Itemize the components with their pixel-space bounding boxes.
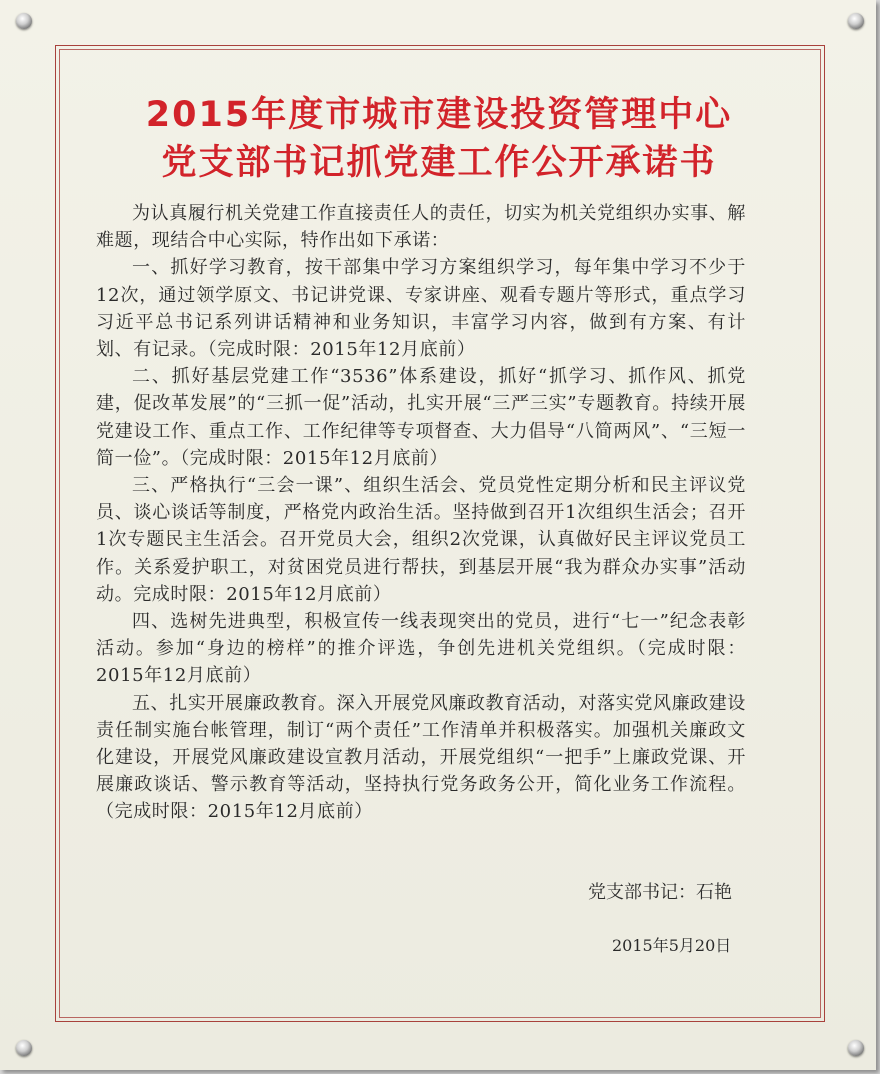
intro-paragraph: 为认真履行机关党建工作直接责任人的责任，切实为机关党组织办实事、解难题，现结合中心实际，特作出如下承诺： xyxy=(96,203,746,252)
document-date: 2015年5月20日 xyxy=(612,936,732,955)
commitment-paragraph-4: 四、选树先进典型，积极宣传一线表现突出的党员，进行“七一”纪念表彰活动。参加“身边的榜样”的推介评选，争创先进机关党组织。（完成时限：2015年12月底前） xyxy=(96,611,746,687)
screw-icon xyxy=(848,1040,864,1056)
commitment-paragraph-5: 五、扎实开展廉政教育。深入开展党风廉政教育活动，对落实党风廉政建设责任制实施台帐管理，制订“两个责任”工作清单并积极落实。加强机关廉政文化建设，开展党风廉政建设宣教月活动，开展党组织“一把手”上廉政党课、开展廉政谈话、警示教育等活动，坚持执行党务政务公开，简化业务工作流程。（完成时限：2015年12月底前） xyxy=(96,692,746,823)
document-title-line2: 党支部书记抓党建工作公开承诺书 xyxy=(161,143,717,183)
signer-line: 党支部书记：石艳 xyxy=(588,882,732,903)
document-body xyxy=(96,200,746,826)
screw-icon xyxy=(16,1040,32,1056)
document-title-line1: 2015年度市城市建设投资管理中心 xyxy=(145,95,733,135)
screw-icon xyxy=(848,13,864,29)
screw-icon xyxy=(16,13,32,29)
commitment-paragraph-1: 一、抓好学习教育，按干部集中学习方案组织学习，每年集中学习不少于12次，通过领学原文、书记讲党课、专家讲座、观看专题片等形式，重点学习习近平总书记系列讲话精神和业务知识，丰富学习内容，做到有方案、有计划、有记录。（完成时限：2015年12月底前） xyxy=(96,257,746,361)
commitment-paragraph-2: 二、抓好基层党建工作“3536”体系建设，抓好“抓学习、抓作风、抓党建，促改革发展”的“三抓一促”活动，扎实开展“三严三实”专题教育。持续开展党建设工作、重点工作、工作纪律等专项督查、大力倡导“八简两风”、“三短一简一俭”。（完成时限：2015年12月底前） xyxy=(96,366,746,469)
commitment-paragraph-3: 三、严格执行“三会一课”、组织生活会、党员党性定期分析和民主评议党员、谈心谈话等制度，严格党内政治生活。坚持做到召开1次组织生活会；召开1次专题民主生活会。召开党员大会，组织2次党课，认真做好民主评议党员工作。关系爱护职工，对贫困党员进行帮扶，到基层开展“我为群众办实事”活动动。完成时限：2015年12月底前） xyxy=(96,475,746,605)
